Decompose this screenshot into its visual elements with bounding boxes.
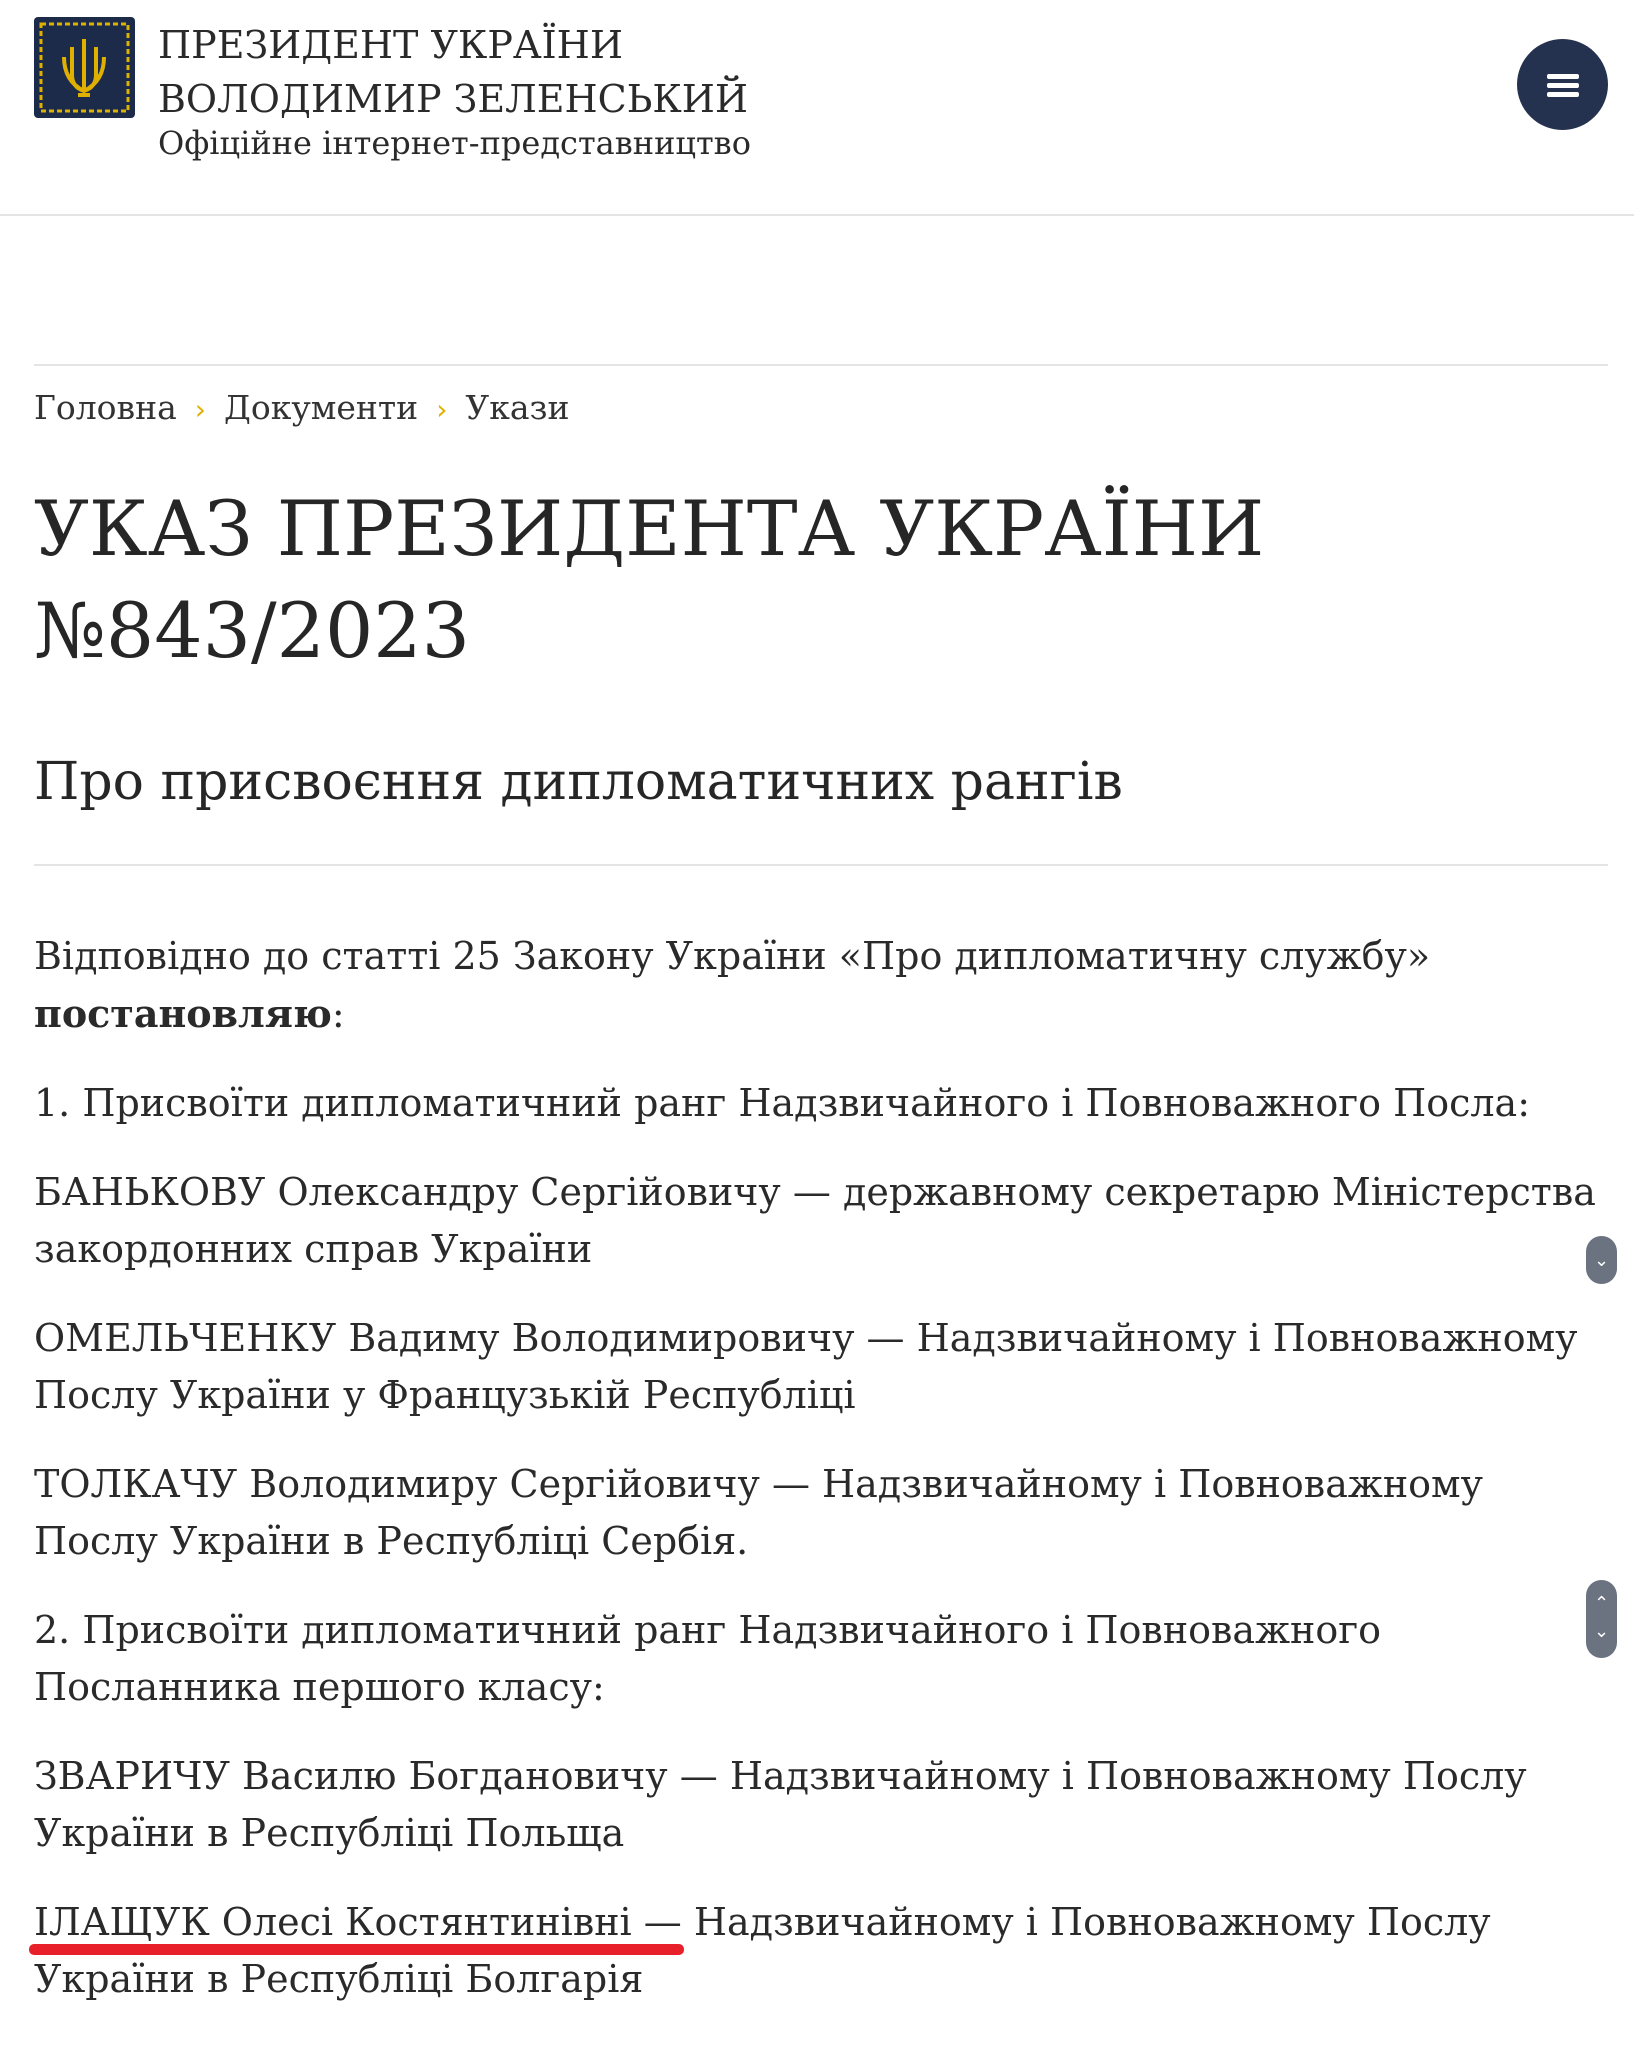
page-title-line1: УКАЗ ПРЕЗИДЕНТА УКРАЇНИ bbox=[34, 484, 1265, 573]
intro-paragraph bbox=[34, 928, 1608, 1043]
breadcrumb bbox=[34, 388, 570, 427]
intro-text: Відповідно до статті 25 Закону України «Про дипломатичну службу» bbox=[34, 934, 1431, 978]
decree-body bbox=[34, 928, 1608, 2040]
paragraph-5: 2. Присвоїти дипломатичний ранг Надзвичайного і Повноважного Посланника першого класу: bbox=[34, 1608, 1382, 1709]
divider bbox=[34, 364, 1608, 366]
paragraph-4: ТОЛКАЧУ Володимиру Сергійовичу — Надзвичайному і Повноважному Послу України в Республіці Сербія. bbox=[34, 1462, 1483, 1563]
site-title[interactable] bbox=[158, 18, 748, 126]
scroll-down-button[interactable] bbox=[1586, 1236, 1617, 1284]
paragraph-2: БАНЬКОВУ Олександру Сергійовичу — державному секретарю Міністерства закордонних справ України bbox=[34, 1170, 1596, 1271]
site-title-line1: ПРЕЗИДЕНТ УКРАЇНИ bbox=[158, 23, 623, 67]
paragraph-7: ІЛАЩУК Олесі Костянтинівні — Надзвичайному і Повноважному Послу України в Республіці Болгарія bbox=[34, 1900, 1491, 2001]
decree-subtitle: Про присвоєння дипломатичних рангів bbox=[34, 752, 1123, 812]
paragraph-6: ЗВАРИЧУ Василю Богдановичу — Надзвичайному і Повноважному Послу України в Республіці Польща bbox=[34, 1754, 1527, 1855]
paragraph-3: ОМЕЛЬЧЕНКУ Вадиму Володимировичу — Надзвичайному і Повноважному Послу України у Французькій Республіці bbox=[34, 1316, 1578, 1417]
chevron-down-icon: ⌄ bbox=[1594, 1621, 1610, 1642]
chevron-right-icon: › bbox=[436, 393, 448, 426]
menu-bar bbox=[1547, 92, 1579, 97]
intro-colon: : bbox=[331, 992, 345, 1036]
page-title-number: №843/2023 bbox=[34, 586, 470, 675]
scroll-updown-button[interactable] bbox=[1586, 1580, 1617, 1658]
divider bbox=[34, 864, 1608, 866]
intro-bold: постановляю bbox=[34, 991, 332, 1036]
breadcrumb-home[interactable]: Головна bbox=[34, 388, 177, 427]
chevron-right-icon: › bbox=[194, 393, 206, 426]
menu-bar bbox=[1547, 83, 1579, 88]
paragraph-1: 1. Присвоїти дипломатичний ранг Надзвичайного і Повноважного Посла: bbox=[34, 1081, 1531, 1125]
page-title bbox=[34, 478, 1264, 682]
site-subtitle: Офіційне інтернет-представництво bbox=[158, 124, 751, 162]
menu-bar bbox=[1547, 74, 1579, 79]
trident-emblem-icon[interactable] bbox=[34, 17, 135, 118]
red-underline-annotation bbox=[29, 1944, 684, 1955]
site-header bbox=[0, 0, 1634, 216]
site-title-line2: ВОЛОДИМИР ЗЕЛЕНСЬКИЙ bbox=[158, 77, 749, 121]
breadcrumb-decrees[interactable]: Укази bbox=[465, 388, 570, 427]
chevron-up-icon: ⌃ bbox=[1594, 1593, 1610, 1614]
hamburger-menu-icon[interactable] bbox=[1517, 39, 1608, 130]
breadcrumb-documents[interactable]: Документи bbox=[224, 388, 419, 427]
chevron-down-icon: ⌄ bbox=[1594, 1250, 1610, 1271]
